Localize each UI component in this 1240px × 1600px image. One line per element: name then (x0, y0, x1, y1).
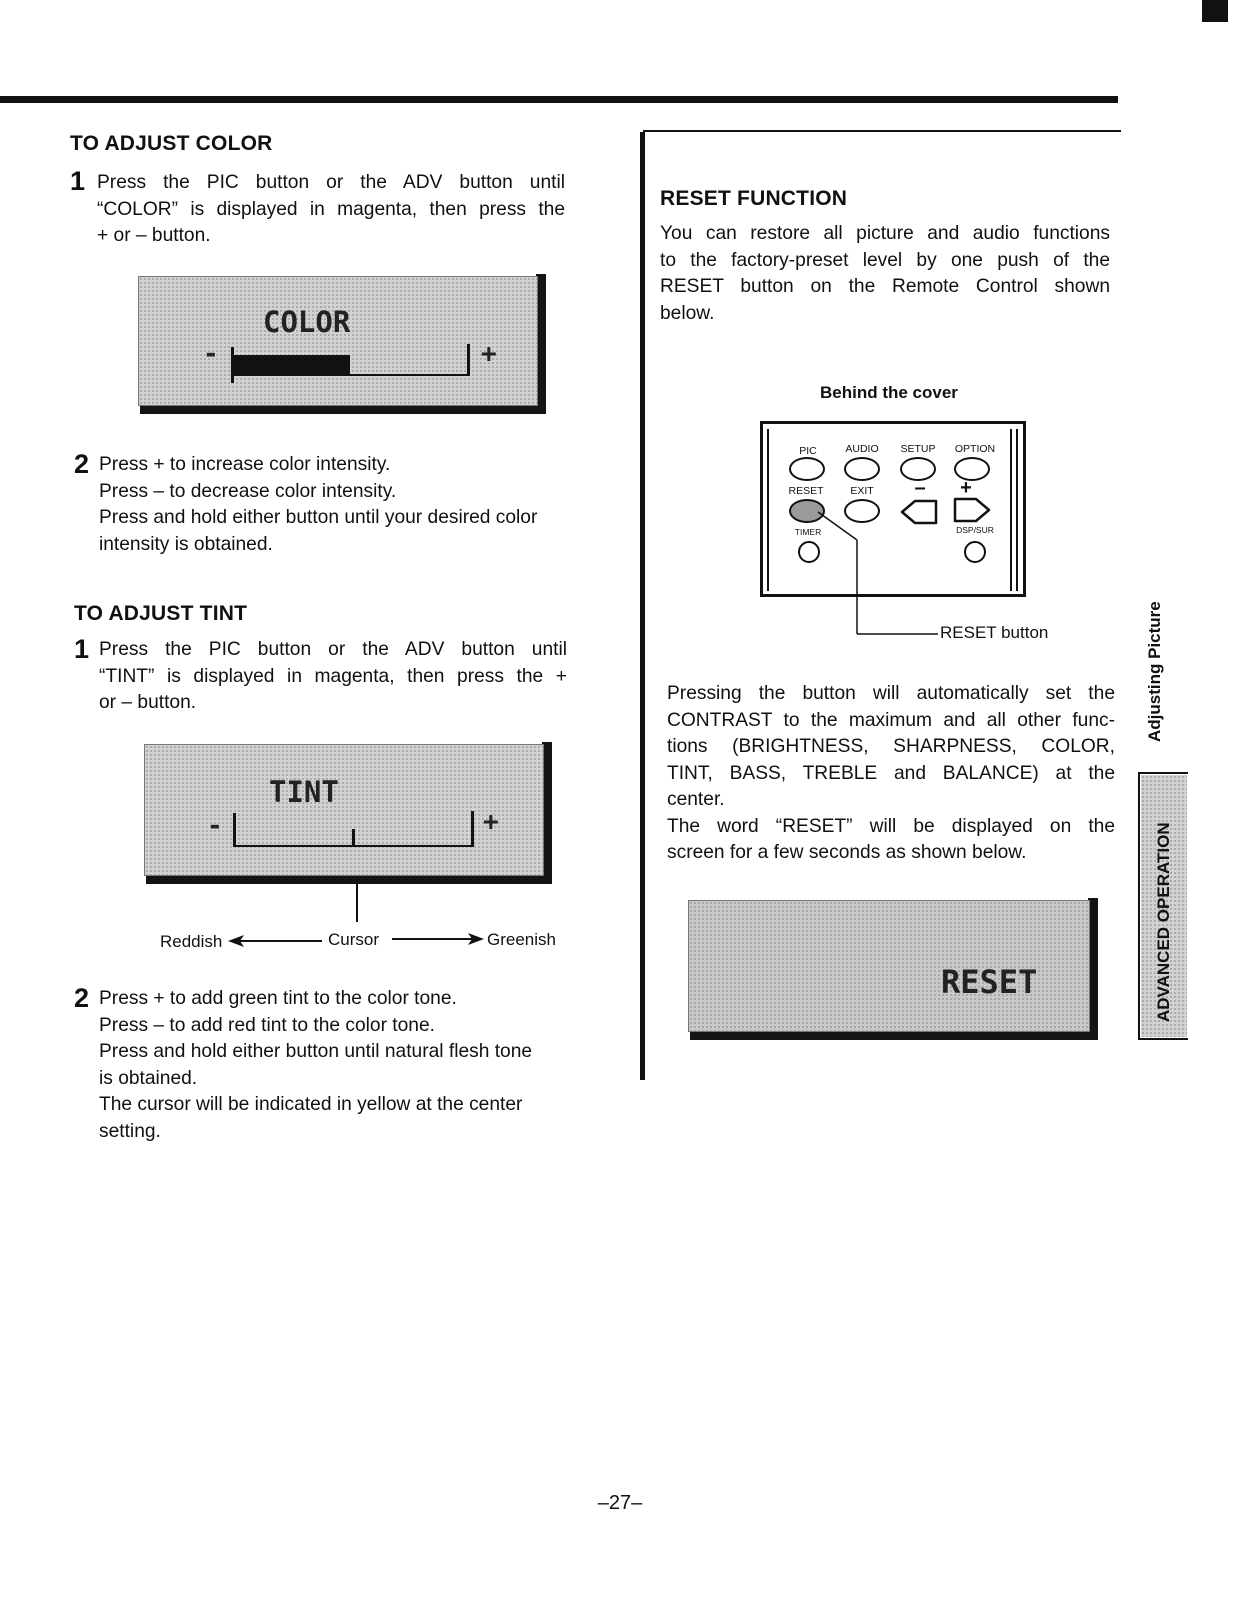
color-osd-minus: - (203, 339, 219, 369)
reset-body-line: TINT, BASS, TREBLE and BALANCE) at the (667, 762, 1115, 784)
exit-label: EXIT (850, 485, 874, 497)
option-label: OPTION (954, 443, 996, 455)
color-step1-line: “COLOR” is displayed in magenta, then press the (97, 198, 565, 220)
column-divider (640, 132, 645, 1080)
tint-osd-label: TINT (269, 775, 339, 809)
cursor-pointer-line (356, 876, 358, 922)
remote-frame-right-inner2 (1010, 429, 1012, 591)
tint-step2-number: 2 (74, 983, 90, 1013)
minus-label: – (914, 477, 926, 499)
tint-bar-right-end (471, 811, 474, 847)
plus-label: + (960, 477, 972, 499)
remote-frame-left-inner (767, 429, 769, 591)
tint-osd-screen (144, 744, 544, 876)
tint-step2-line: Press and hold either button until natural flesh tone (99, 1041, 533, 1062)
reset-body-line: Pressing the button will automatically set the (667, 683, 1115, 704)
pic-label: PIC (799, 445, 817, 457)
section-tab-left-rule (1138, 772, 1140, 1040)
reset-body-line: center. (667, 789, 725, 810)
reset-heading: RESET FUNCTION (660, 187, 848, 210)
tint-step2-line: The cursor will be indicated in yellow at the center (99, 1094, 523, 1115)
reset-body-line: tions (BRIGHTNESS, SHARPNESS, COLOR, (667, 736, 1115, 757)
tint-step2-line: Press + to add green tint to the color tone. (99, 988, 457, 1009)
remote-frame-top (760, 421, 1026, 424)
tint-heading: TO ADJUST TINT (74, 602, 248, 625)
reddish-arrow (228, 934, 324, 948)
reset-intro-line: to the factory-preset level by one push of the (660, 249, 1110, 271)
section-tab-top-rule (1138, 772, 1188, 774)
section-tab-bottom-rule (1138, 1038, 1188, 1040)
reset-intro-line: You can restore all picture and audio functions (660, 223, 1110, 244)
right-column-top-rule (643, 130, 1121, 132)
tint-step2-text (99, 986, 581, 1145)
tint-osd-plus: + (483, 807, 499, 837)
dsp-sur-label: DSP/SUR (956, 525, 994, 535)
reset-button-callout: RESET button (940, 623, 1049, 642)
color-step1-text (97, 170, 565, 250)
reset-intro-line: below. (660, 302, 715, 324)
tint-step1-line: or – button. (99, 692, 197, 713)
audio-button[interactable] (844, 457, 880, 481)
color-step2-text (99, 452, 579, 558)
reset-osd-screen (688, 900, 1090, 1032)
reset-intro-line: RESET button on the Remote Control shown (660, 276, 1110, 297)
color-osd-plus: + (481, 339, 497, 369)
section-tab: ADVANCED OPERATION (1154, 822, 1173, 1022)
cursor-label: Cursor (328, 930, 380, 949)
tint-step2-line: is obtained. (99, 1067, 198, 1089)
color-bar-right-end (467, 344, 470, 376)
color-osd-label: COLOR (263, 305, 351, 339)
reset-body-text (667, 681, 1115, 867)
pic-button[interactable] (789, 457, 825, 481)
page-number: –27– (597, 1492, 643, 1514)
top-rule (0, 96, 1118, 103)
remote-frame-right-inner (1016, 429, 1018, 591)
color-step2-number: 2 (74, 449, 90, 479)
tint-bar-cursor (352, 829, 355, 847)
reset-label: RESET (788, 485, 824, 497)
color-step1-number: 1 (70, 166, 86, 196)
color-step1-line: Press the PIC button or the ADV button until (97, 172, 565, 193)
color-osd-screen (138, 276, 538, 406)
tint-step2-line: Press – to add red tint to the color tone. (99, 1014, 435, 1036)
tint-step1-line: “TINT” is displayed in magenta, then press the + (99, 665, 567, 687)
reset-osd-label: RESET (941, 963, 1038, 1001)
color-step2-line: intensity is obtained. (99, 533, 273, 555)
tint-bar-left-end (233, 813, 236, 847)
tint-step2-line: setting. (99, 1120, 161, 1142)
remote-frame-right (1023, 421, 1026, 597)
color-step2-line: Press + to increase color intensity. (99, 454, 391, 475)
color-bar-track (231, 374, 469, 376)
color-step2-line: Press and hold either button until your desired color (99, 507, 538, 528)
tint-osd-minus: - (207, 811, 223, 841)
setup-label: SETUP (900, 443, 936, 455)
audio-label: AUDIO (845, 443, 879, 455)
reddish-label: Reddish (160, 932, 223, 951)
reset-intro-text (660, 221, 1110, 327)
reset-body-line: screen for a few seconds as shown below. (667, 842, 1027, 863)
tint-step1-line: Press the PIC button or the ADV button until (99, 639, 567, 660)
color-bar-fill (233, 355, 350, 374)
reset-body-line: CONTRAST to the maximum and all other func- (667, 709, 1115, 731)
greenish-arrow (390, 932, 484, 946)
plus-button[interactable] (952, 497, 992, 523)
chapter-tab: Adjusting Picture (1145, 601, 1164, 742)
dsp-sur-button[interactable] (964, 541, 986, 563)
tint-step1-number: 1 (74, 634, 90, 664)
reset-callout-leader (788, 500, 948, 640)
color-step2-line: Press – to decrease color intensity. (99, 480, 397, 502)
remote-frame-left (760, 421, 763, 597)
color-heading: TO ADJUST COLOR (70, 132, 273, 155)
tint-step1-text (99, 637, 567, 717)
page-corner-mark (1202, 0, 1228, 22)
timer-label: TIMER (794, 527, 822, 537)
color-step1-line: + or – button. (97, 225, 211, 246)
greenish-label: Greenish (487, 930, 556, 949)
reset-body-line: The word “RESET” will be displayed on the (667, 815, 1115, 837)
remote-caption: Behind the cover (820, 383, 958, 402)
